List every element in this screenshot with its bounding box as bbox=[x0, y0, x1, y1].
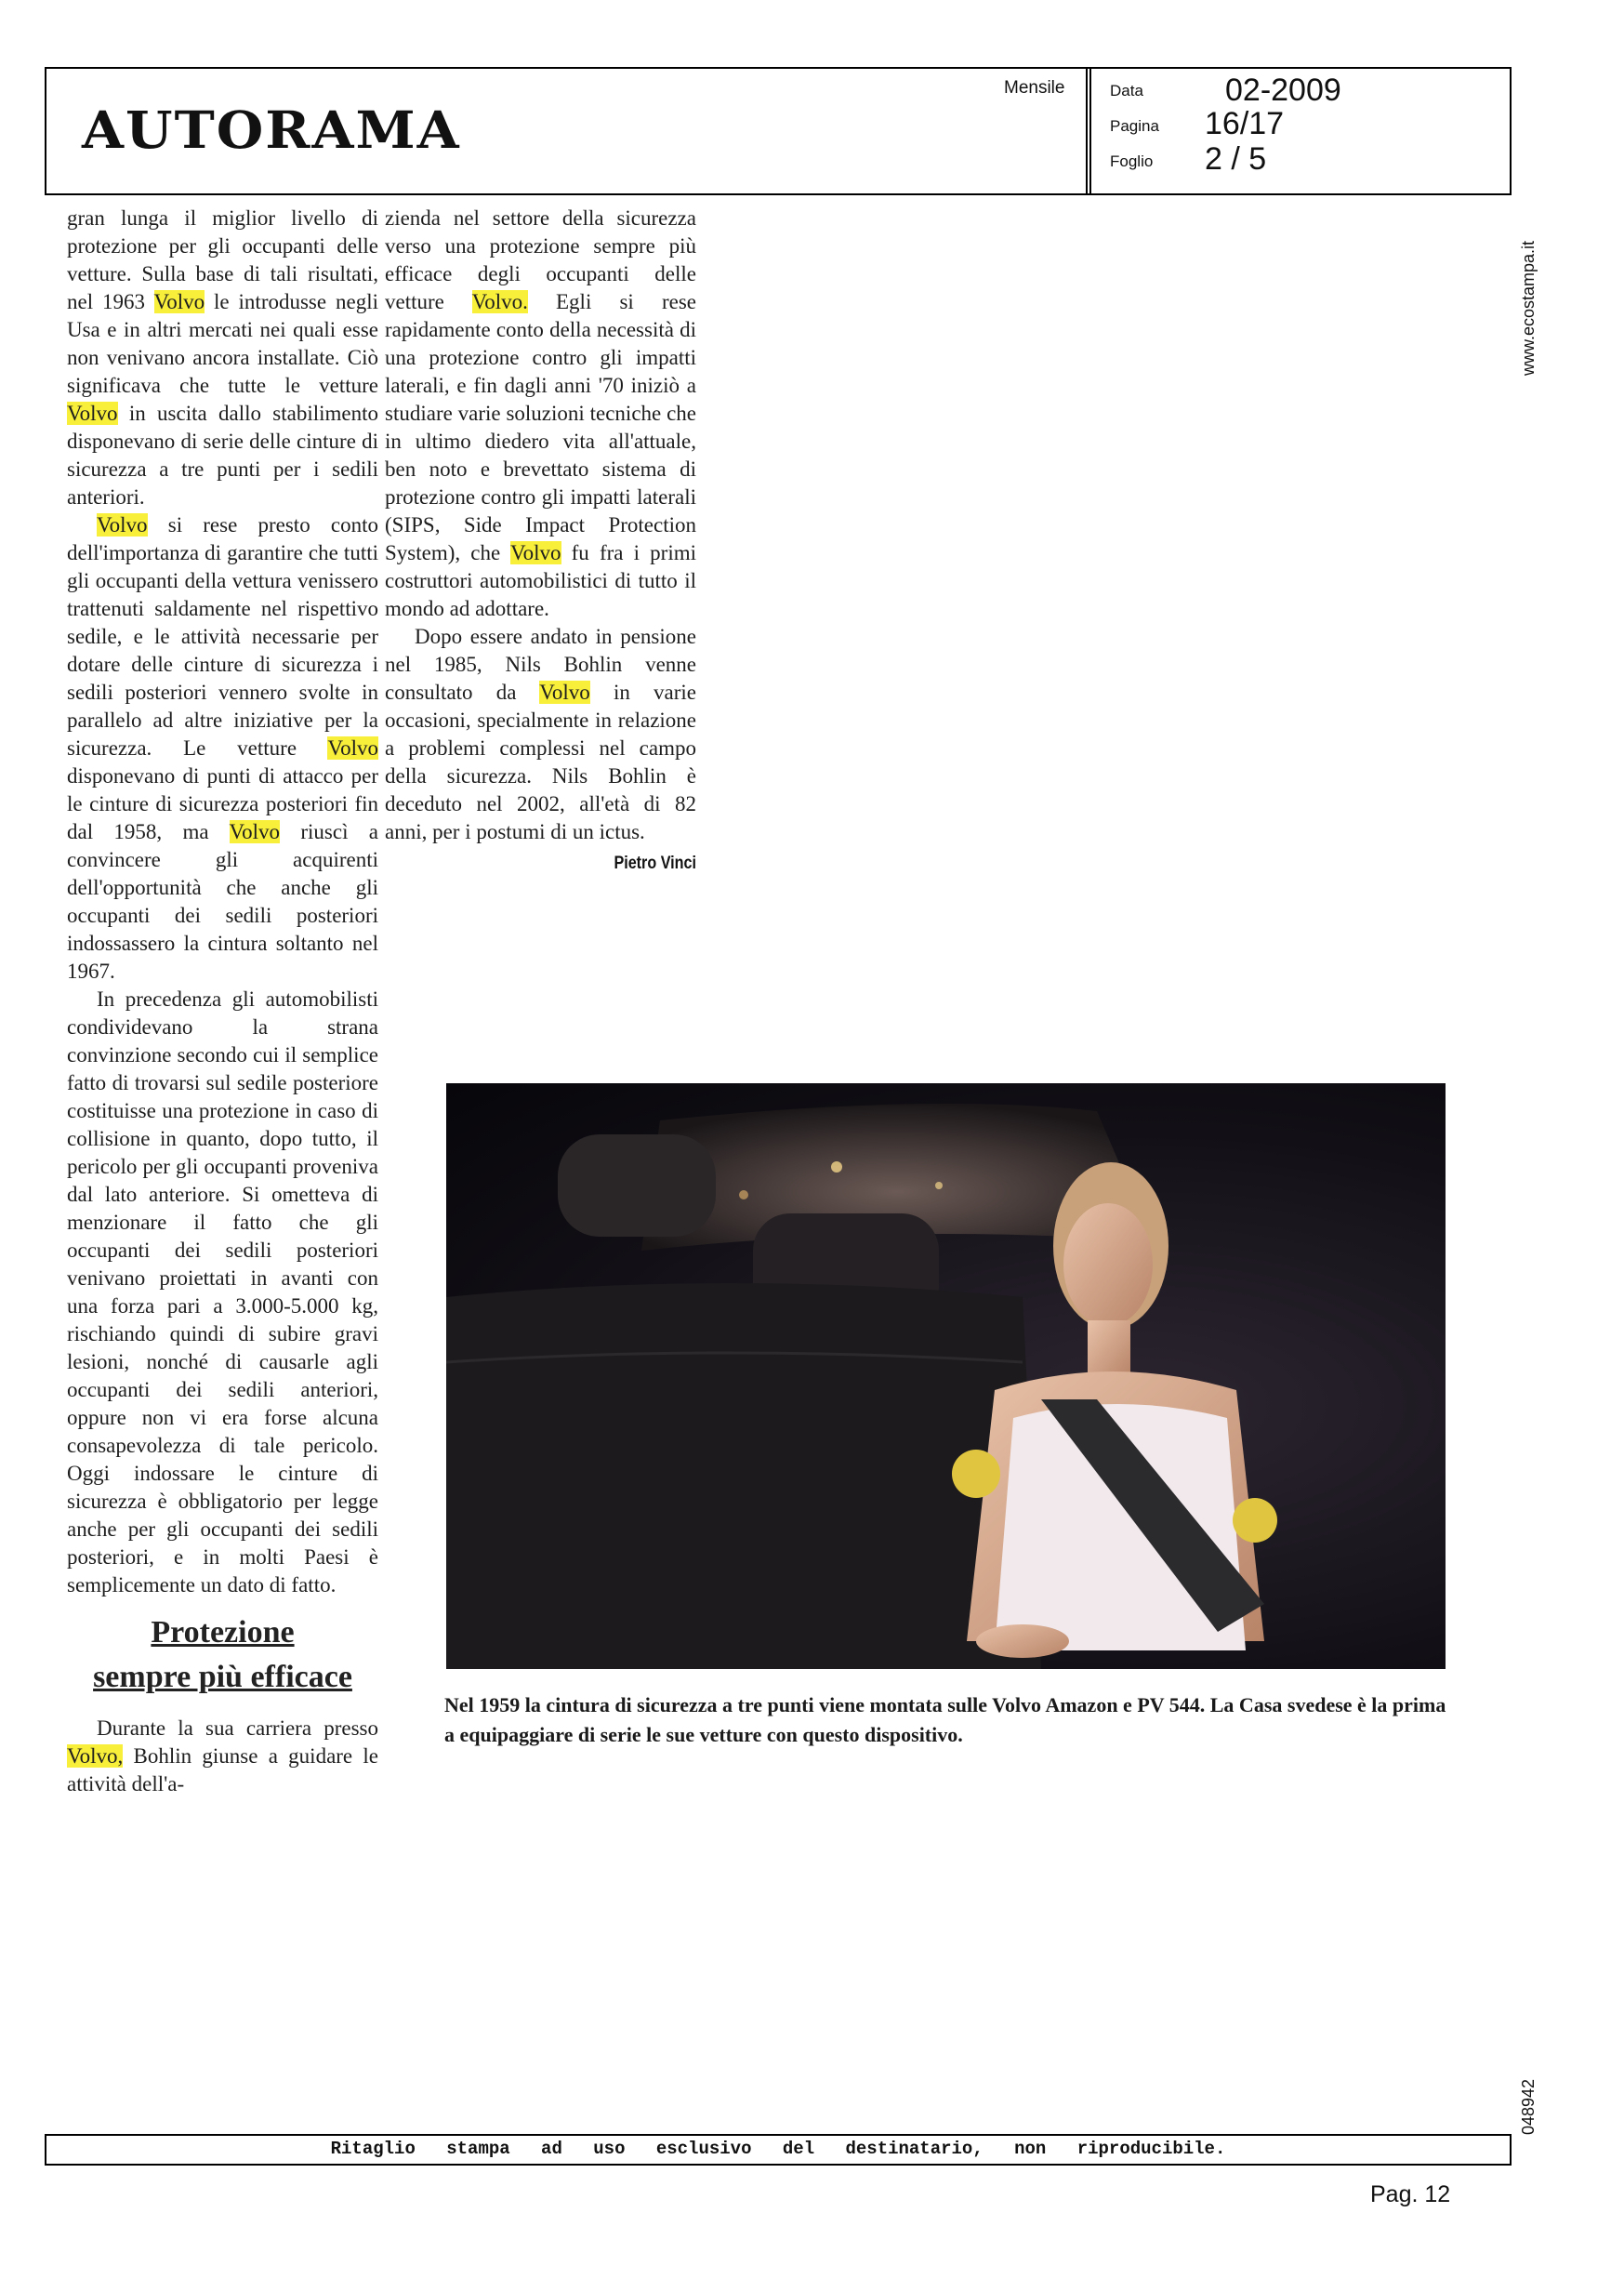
volvo-highlight: Volvo bbox=[97, 513, 148, 537]
volvo-highlight: Volvo, bbox=[67, 1744, 124, 1768]
page-number: Pag. 12 bbox=[1370, 2181, 1451, 2207]
volvo-highlight: Volvo bbox=[153, 290, 205, 313]
col2-paragraph-2: Dopo essere andato in pensione nel 1985, Nils Bohlin venne consultato da Volvo in varie occasioni, specialmente in relazione a problemi complessi nel campo della sicurezza. Nils Bohlin è deceduto nel 2002, all'età di 82 anni, per i postumi di un ictus. bbox=[385, 625, 696, 843]
subheading-line-1: Protezione bbox=[151, 1615, 295, 1650]
photo-caption: Nel 1959 la cintura di sicurezza a tre punti viene montata sulle Volvo Amazon e PV 544. La Casa svedese è la prima a equipaggiare di serie le sue vetture con questo dispositivo. bbox=[444, 1693, 1446, 1746]
date-label: Data bbox=[1110, 82, 1143, 99]
frequency-label: Mensile bbox=[1004, 78, 1065, 98]
col1-paragraph-2: Volvo si rese presto conto dell'importanza di garantire che tutti gli occupanti della vettura venissero trattenuti saldamente nel rispettivo sedile, e le attività necessarie per dotare delle cinture di sicurezza i sedili posteriori vennero svolte in parallelo ad altre iniziative per la sicurezza. Le vetture Volvo disponevano di punti di attacco per le cinture di sicurezza posteriori fin dal 1958, ma Volvo riuscì a convincere gli acquirenti dell'opportunità che anche gli occupanti dei sedili posteriori indossassero la cintura soltanto nel 1967. bbox=[67, 513, 378, 983]
publication-logo: AUTORAMA bbox=[82, 99, 461, 161]
date-value: 02-2009 bbox=[1225, 73, 1341, 108]
volvo-highlight: Volvo bbox=[229, 820, 281, 843]
sheet-label: Foglio bbox=[1110, 152, 1154, 170]
volvo-highlight: Volvo bbox=[67, 402, 118, 425]
article-column-1 bbox=[67, 205, 378, 1798]
author-byline: Pietro Vinci bbox=[614, 854, 696, 873]
copyright-notice: Ritaglio stampa ad uso esclusivo del destinatario, non riproducibile. bbox=[330, 2139, 1226, 2159]
volvo-highlight: Volvo bbox=[509, 541, 561, 564]
col1-paragraph-4: Durante la sua carriera presso Volvo, Bohlin giunse a guidare le attività dell'a- bbox=[67, 1716, 378, 1795]
col2-paragraph-1: zienda nel settore della sicurezza verso una protezione sempre più efficace degli occupanti delle vetture Volvo. Egli si rese rapidamente conto della necessità di una protezione contro gli impatti laterali, e fin dagli anni '70 iniziò a studiare varie soluzioni tecniche che in ultimo diedero vita all'attuale, ben noto e brevettato sistema di protezione contro gli impatti laterali (SIPS, Side Impact Protection System), che Volvo fu fra i primi costruttori automobilistici di tutto il mondo ad adottare. bbox=[385, 206, 696, 620]
subheading-line-2: sempre più efficace bbox=[93, 1660, 352, 1694]
code-vertical: 048942 bbox=[1519, 2078, 1538, 2135]
header-divider bbox=[1084, 67, 1091, 195]
volvo-highlight: Volvo. bbox=[471, 290, 528, 313]
volvo-highlight: Volvo bbox=[327, 736, 378, 760]
page-label: Pagina bbox=[1110, 117, 1159, 135]
sheet-value: 2 / 5 bbox=[1205, 141, 1267, 177]
col1-paragraph-3: In precedenza gli automobilisti condividevano la strana convinzione secondo cui il semplice fatto di trovarsi sul sedile posteriore costituisse una protezione in caso di collisione in quanto, dopo tutto, il pericolo per gli occupanti proveniva dal lato anteriore. Si ometteva di menzionare il fatto che gli occupanti dei sedili posteriori venivano proiettati in avanti con una forza pari a 3.000-5.000 kg, rischiando quindi di subire gravi lesioni, nonché di causarle agli occupanti dei sedili anteriori, oppure non vi era forse alcuna consapevolezza di tale pericolo. Oggi indossare le cinture di sicurezza è obbligatorio per legge anche per gli occupanti dei sedili posteriori, e in molti Paesi è semplicemente un dato di fatto. bbox=[67, 987, 378, 1597]
car-interior-illustration bbox=[446, 1083, 1446, 1669]
col1-paragraph-1: gran lunga il miglior livello di protezione per gli occupanti delle vetture. Sulla base di tali risultati, nel 1963 Volvo le introdusse negli Usa e in altri mercati nei quali esse non venivano ancora installate. Ciò significava che tutte le vetture Volvo in uscita dallo stabilimento disponevano di serie delle cinture di sicurezza a tre punti per i sedili anteriori. bbox=[67, 206, 379, 509]
article-photo bbox=[446, 1083, 1446, 1669]
website-vertical: www.ecostampa.it bbox=[1519, 240, 1538, 376]
volvo-highlight: Volvo bbox=[539, 681, 590, 704]
page-value: 16/17 bbox=[1205, 106, 1285, 141]
article-column-2 bbox=[385, 205, 696, 878]
